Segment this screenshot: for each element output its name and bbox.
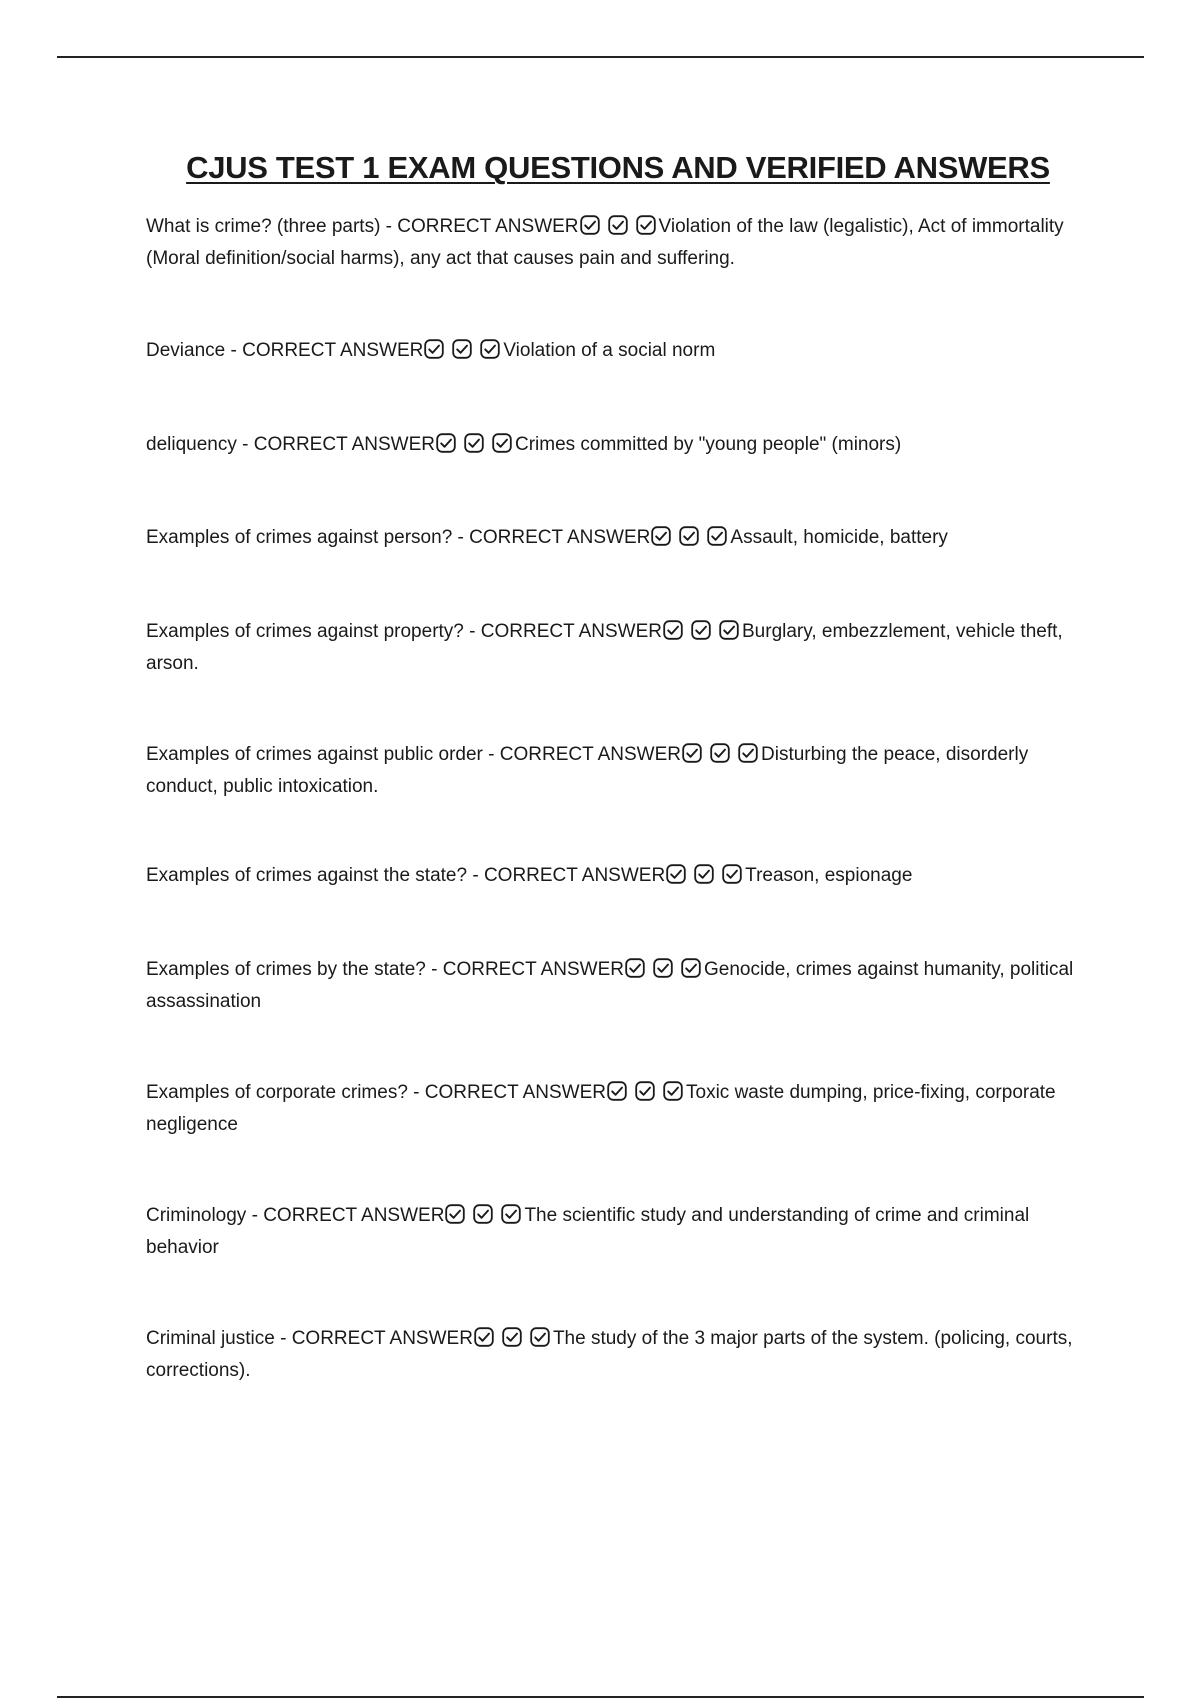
checkbox-checked-icon [492, 433, 512, 453]
checkbox-checked-icon [691, 620, 711, 640]
checkmarks [580, 215, 658, 244]
document-title: CJUS TEST 1 EXAM QUESTIONS AND VERIFIED ANSWERS [186, 150, 1050, 185]
checkmarks [445, 1204, 523, 1233]
checkbox-checked-icon [681, 958, 701, 978]
separator: - [482, 744, 500, 765]
question-text: Deviance [146, 340, 226, 361]
qa-item [146, 1078, 1086, 1139]
checkbox-checked-icon [719, 620, 739, 640]
answer-text: The study of the 3 major parts of the system. (policing, courts, corrections). [146, 1328, 1073, 1381]
answer-text: Violation of the law (legalistic), Act of immortality (Moral definition/social harms), any act that causes pain and suffering. [146, 216, 1064, 269]
question-text: Examples of crimes against property? [146, 621, 464, 642]
question-text: Examples of crimes against the state? [146, 865, 468, 886]
header-rule [57, 56, 1144, 58]
checkbox-checked-icon [502, 1327, 522, 1347]
correct-answer-label: CORRECT ANSWER [480, 621, 662, 642]
checkbox-checked-icon [663, 1081, 683, 1101]
correct-answer-label: CORRECT ANSWER [253, 434, 435, 455]
checkbox-checked-icon [625, 958, 645, 978]
question-text: Examples of crimes by the state? [146, 959, 426, 980]
correct-answer-label: CORRECT ANSWER [442, 959, 624, 980]
qa-item [146, 523, 1086, 555]
answer-text: Toxic waste dumping, price-fixing, corporate negligence [146, 1082, 1056, 1135]
qa-item [146, 212, 1086, 273]
separator: - [225, 340, 243, 361]
checkbox-checked-icon [738, 743, 758, 763]
qa-item [146, 1324, 1086, 1385]
separator: - [407, 1082, 425, 1103]
checkbox-checked-icon [679, 526, 699, 546]
question-text: deliquency [146, 434, 237, 455]
separator: - [425, 959, 443, 980]
answer-text: Disturbing the peace, disorderly conduct, public intoxication. [146, 744, 1029, 797]
correct-answer-label: CORRECT ANSWER [242, 340, 424, 361]
question-text: Examples of crimes against public order [146, 744, 483, 765]
checkbox-checked-icon [530, 1327, 550, 1347]
checkmarks [651, 526, 729, 555]
separator: - [463, 621, 481, 642]
checkbox-checked-icon [445, 1204, 465, 1224]
answer-text: The scientific study and understanding of crime and criminal behavior [146, 1205, 1030, 1258]
answer-text: Violation of a social norm [503, 340, 716, 361]
checkmarks [625, 958, 703, 987]
checkbox-checked-icon [635, 1081, 655, 1101]
checkbox-checked-icon [608, 215, 628, 235]
checkbox-checked-icon [480, 339, 500, 359]
separator: - [274, 1328, 292, 1349]
checkbox-checked-icon [607, 1081, 627, 1101]
question-text: Criminal justice [146, 1328, 275, 1349]
checkmarks [663, 620, 741, 649]
answer-text: Burglary, embezzlement, vehicle theft, arson. [146, 621, 1063, 674]
checkbox-checked-icon [722, 864, 742, 884]
separator: - [236, 434, 254, 455]
answer-text: Crimes committed by "young people" (minors) [514, 434, 902, 455]
checkbox-checked-icon [710, 743, 730, 763]
correct-answer-label: CORRECT ANSWER [291, 1328, 473, 1349]
qa-item [146, 955, 1086, 1016]
checkmarks [666, 864, 744, 893]
question-text: Examples of corporate crimes? [146, 1082, 408, 1103]
checkmarks [682, 743, 760, 772]
checkbox-checked-icon [651, 526, 671, 546]
checkmarks [474, 1327, 552, 1356]
correct-answer-label: CORRECT ANSWER [499, 744, 681, 765]
checkmarks [424, 339, 502, 368]
checkbox-checked-icon [636, 215, 656, 235]
question-text: Examples of crimes against person? [146, 527, 453, 548]
checkbox-checked-icon [580, 215, 600, 235]
checkbox-checked-icon [694, 864, 714, 884]
answer-text: Genocide, crimes against humanity, political assassination [146, 959, 1074, 1012]
checkbox-checked-icon [682, 743, 702, 763]
answer-text: Assault, homicide, battery [730, 527, 948, 548]
question-text: What is crime? (three parts) [146, 216, 381, 237]
correct-answer-label: CORRECT ANSWER [469, 527, 651, 548]
checkbox-checked-icon [424, 339, 444, 359]
qa-item [146, 430, 1086, 462]
qa-item [146, 617, 1086, 678]
answer-text: Treason, espionage [745, 865, 913, 886]
separator: - [246, 1205, 264, 1226]
correct-answer-label: CORRECT ANSWER [483, 865, 666, 886]
qa-item [146, 740, 1086, 801]
footer-rule [57, 1696, 1144, 1698]
qa-item [146, 1201, 1086, 1262]
checkbox-checked-icon [666, 864, 686, 884]
separator: - [467, 865, 484, 886]
separator: - [452, 527, 470, 548]
checkbox-checked-icon [452, 339, 472, 359]
checkbox-checked-icon [707, 526, 727, 546]
correct-answer-label: CORRECT ANSWER [424, 1082, 607, 1103]
checkbox-checked-icon [501, 1204, 521, 1224]
checkbox-checked-icon [663, 620, 683, 640]
qa-item [146, 336, 1086, 368]
correct-answer-label: CORRECT ANSWER [263, 1205, 445, 1226]
question-text: Criminology [146, 1205, 247, 1226]
checkbox-checked-icon [653, 958, 673, 978]
checkbox-checked-icon [464, 433, 484, 453]
checkbox-checked-icon [473, 1204, 493, 1224]
checkmarks [436, 433, 514, 462]
qa-item [146, 861, 1086, 893]
correct-answer-label: CORRECT ANSWER [397, 216, 579, 237]
checkbox-checked-icon [436, 433, 456, 453]
separator: - [380, 216, 398, 237]
checkbox-checked-icon [474, 1327, 494, 1347]
checkmarks [607, 1081, 685, 1110]
